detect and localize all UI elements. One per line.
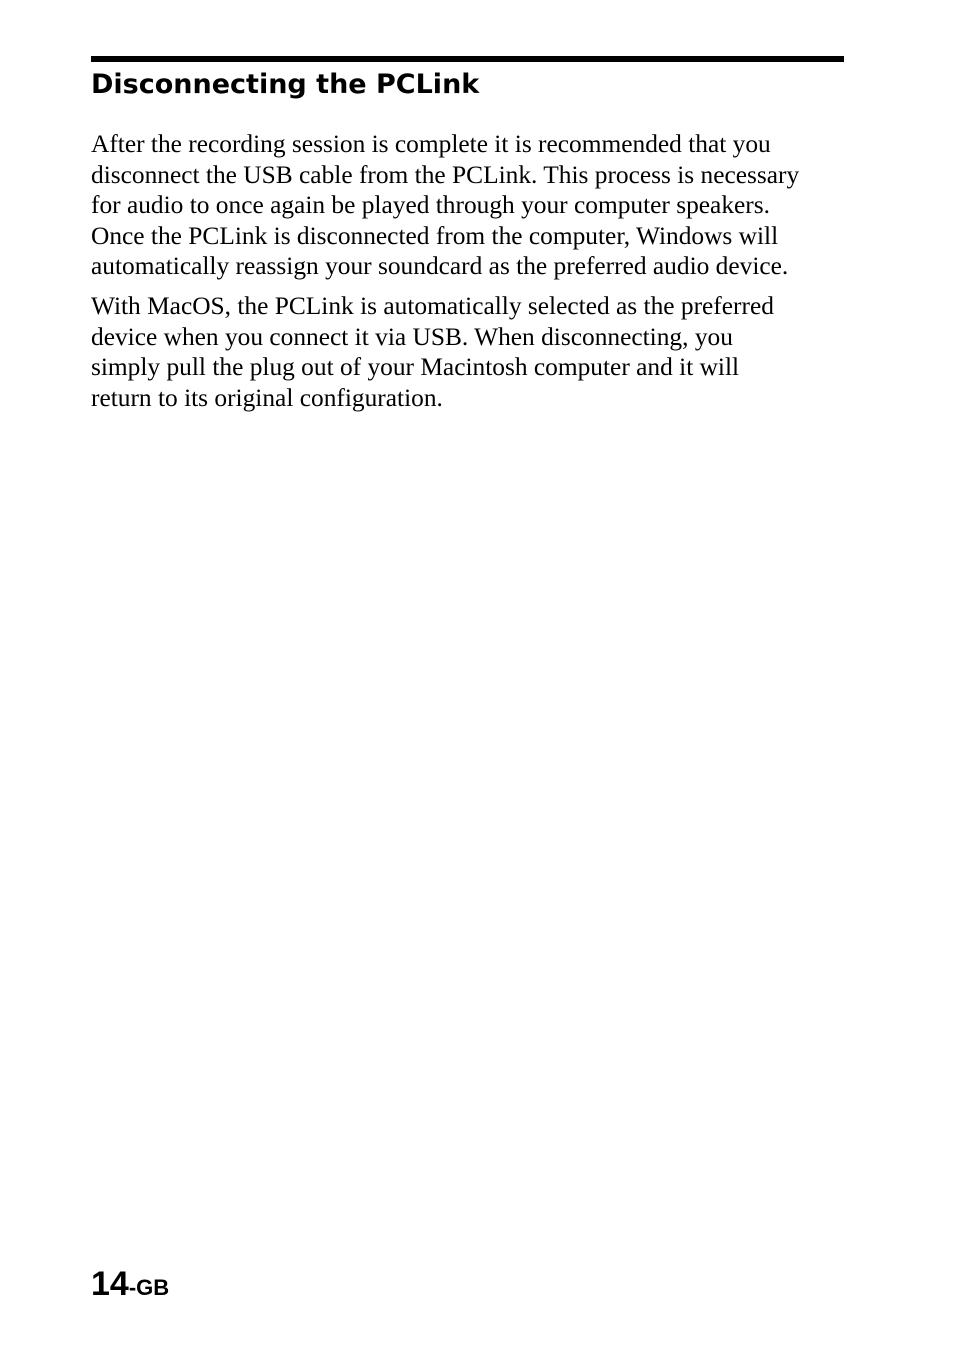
paragraph-line: automatically reassign your soundcard as the preferred audio device. xyxy=(91,252,789,280)
paragraph-line: for audio to once again be played through your computer speakers. xyxy=(91,191,770,219)
paragraph-line: simply pull the plug out of your Macintosh computer and it will xyxy=(91,353,740,381)
page-number: 14 xyxy=(91,1265,129,1303)
paragraph-line: Once the PCLink is disconnected from the computer, Windows will xyxy=(91,221,779,250)
page-footer xyxy=(91,1262,169,1310)
body-paragraph-macos xyxy=(91,291,851,413)
paragraph-line: After the recording session is complete it is recommended that you xyxy=(91,130,771,158)
paragraph-line: With MacOS, the PCLink is automatically selected as the preferred xyxy=(91,292,774,320)
paragraph-line: device when you connect it via USB. When disconnecting, you xyxy=(91,322,733,351)
body-paragraph-windows xyxy=(91,129,851,282)
section-top-rule xyxy=(91,56,844,62)
page-region-suffix: -GB xyxy=(128,1275,170,1300)
section-title: Disconnecting the PCLink xyxy=(91,69,480,100)
paragraph-line: return to its original configuration. xyxy=(91,383,443,412)
paragraph-line: disconnect the USB cable from the PCLink. This process is necessary xyxy=(91,160,800,189)
